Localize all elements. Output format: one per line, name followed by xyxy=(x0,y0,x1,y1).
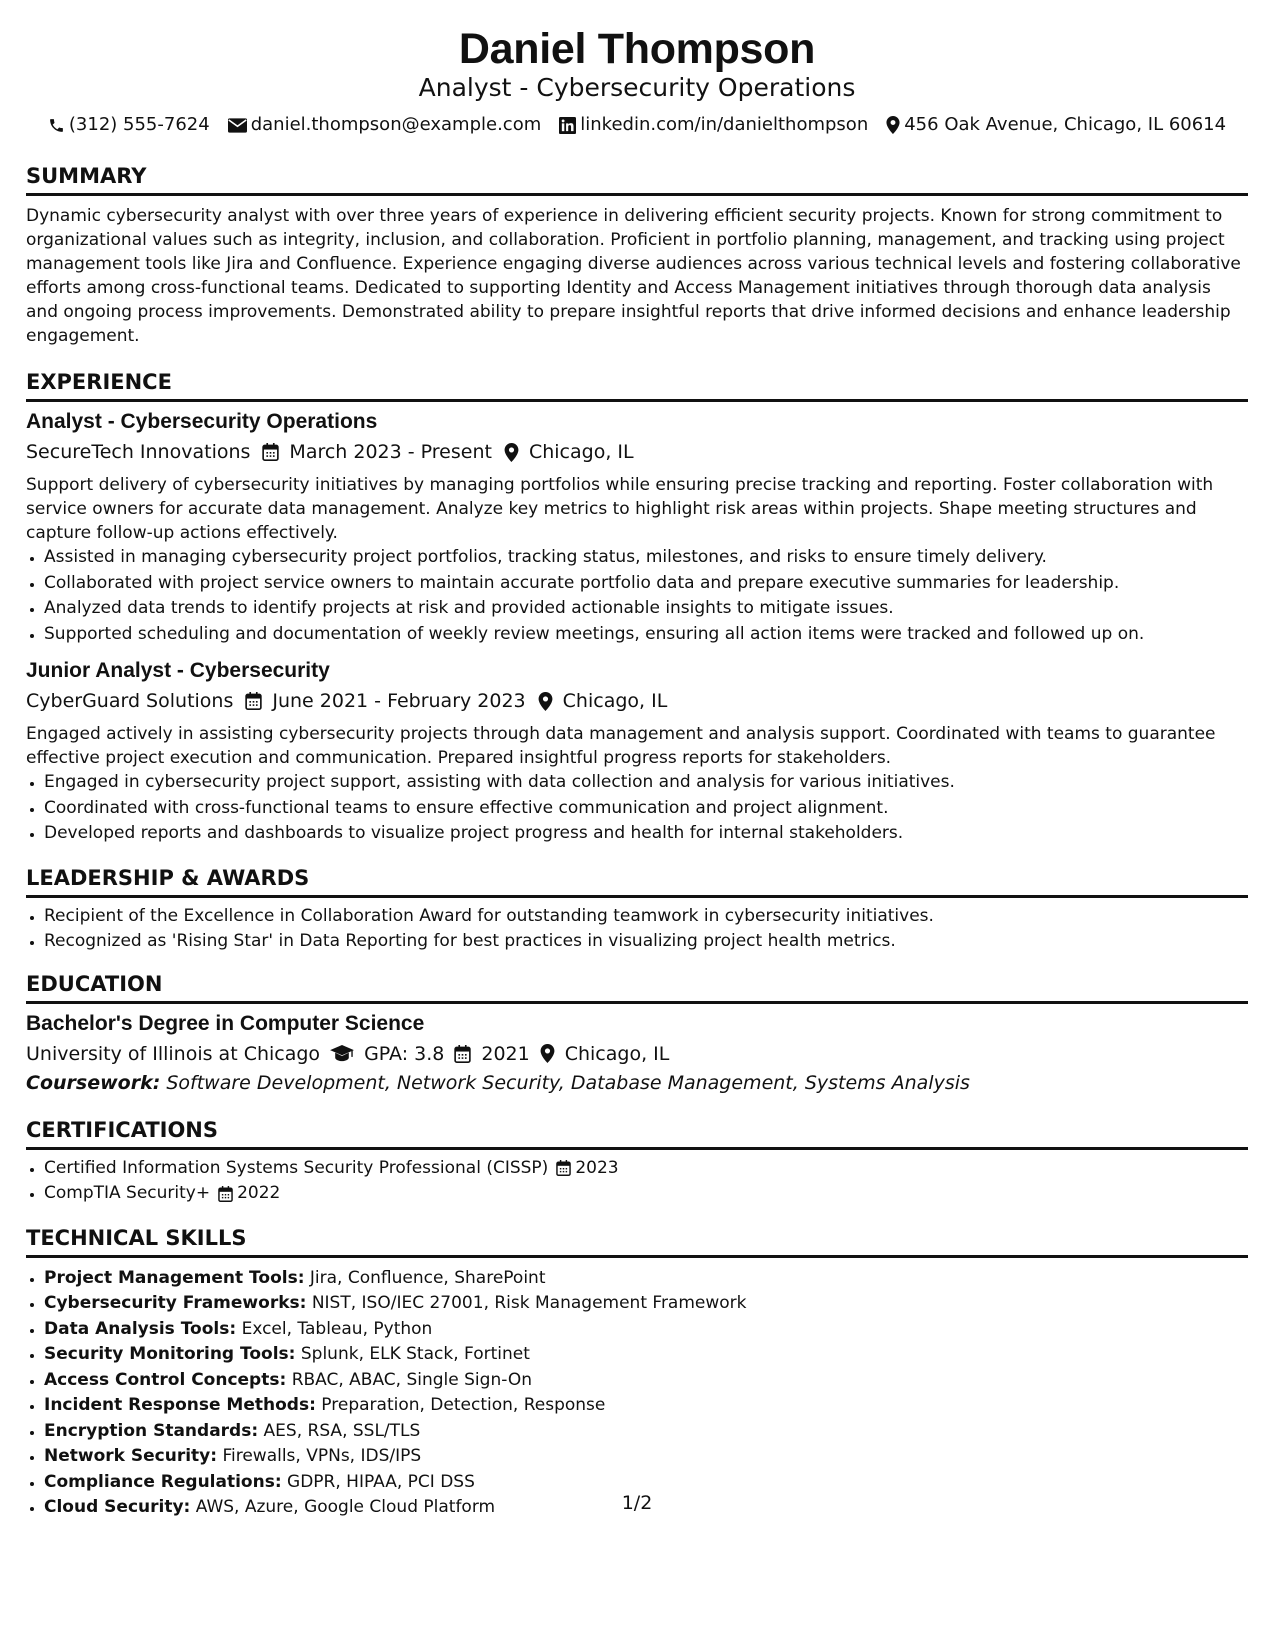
skill-label: Compliance Regulations: xyxy=(44,1471,282,1492)
list-item xyxy=(44,1266,1248,1292)
contact-address xyxy=(886,113,1226,137)
skill-label: Access Control Concepts: xyxy=(44,1369,287,1390)
list-item: • Recognized as 'Rising Star' in Data Reporting for best practices in visualizing project health metrics. xyxy=(44,929,1248,955)
candidate-title: Analyst - Cybersecurity Operations xyxy=(418,73,856,102)
job-company: SecureTech Innovations xyxy=(26,441,251,463)
calendar-icon xyxy=(262,443,279,461)
list-item xyxy=(44,1317,1248,1343)
leadership-list xyxy=(26,904,1248,955)
list-item xyxy=(44,1291,1248,1317)
summary-heading: SUMMARY xyxy=(26,163,1248,196)
job-title: Junior Analyst - Cybersecurity xyxy=(26,659,330,682)
job-title: Analyst - Cybersecurity Operations xyxy=(26,410,378,433)
education-meta xyxy=(26,1041,1248,1067)
job-meta xyxy=(26,439,1248,465)
job-meta xyxy=(26,688,1248,714)
gpa: GPA: 3.8 xyxy=(364,1042,445,1065)
list-item: • Analyzed data trends to identify projects at risk and provided actionable insights to mitigate issues. xyxy=(44,596,1248,622)
map-pin-icon xyxy=(538,692,553,711)
skill-value: Splunk, ELK Stack, Fortinet xyxy=(300,1344,530,1364)
list-item xyxy=(44,1342,1248,1368)
list-item: • Collaborated with project service owners to maintain accurate portfolio data and prepare executive summaries for leadership. xyxy=(44,571,1248,597)
skill-label: Data Analysis Tools: xyxy=(44,1318,237,1339)
skill-label: Encryption Standards: xyxy=(44,1420,259,1441)
list-item: • Recipient of the Excellence in Collaboration Award for outstanding teamwork in cybersecurity initiatives. xyxy=(44,904,1248,930)
skill-label: Security Monitoring Tools: xyxy=(44,1344,296,1364)
address-text: 456 Oak Avenue, Chicago, IL 60614 xyxy=(904,114,1227,135)
calendar-icon xyxy=(218,1186,233,1202)
email-text: daniel.thompson@example.com xyxy=(250,114,542,135)
graduation-year: 2021 xyxy=(481,1042,530,1065)
cert-year: 2022 xyxy=(237,1183,281,1203)
list-item: • Developed reports and dashboards to visualize project progress and health for internal stakeholders. xyxy=(44,821,1248,847)
contact-phone xyxy=(48,113,210,137)
linkedin-text: linkedin.com/in/danielthompson xyxy=(580,114,869,135)
phone-icon xyxy=(48,117,65,134)
certifications-list xyxy=(26,1156,1248,1207)
skill-label: Cloud Security: xyxy=(44,1497,191,1517)
contact-linkedin[interactable] xyxy=(559,113,868,137)
skills-heading: TECHNICAL SKILLS xyxy=(26,1225,1248,1258)
skill-value: NIST, ISO/IEC 27001, Risk Management Framework xyxy=(311,1293,747,1313)
list-item: • Assisted in managing cybersecurity project portfolios, tracking status, milestones, and risks to ensure timely delivery. xyxy=(44,545,1248,571)
degree-title: Bachelor's Degree in Computer Science xyxy=(26,1011,425,1035)
list-item: • Coordinated with cross-functional teams to ensure effective communication and project alignment. xyxy=(44,796,1248,822)
cert-year: 2023 xyxy=(575,1157,619,1178)
linkedin-icon xyxy=(559,117,576,134)
cert-name: • CompTIA Security+ xyxy=(44,1183,211,1203)
skill-value: Firewalls, VPNs, IDS/IPS xyxy=(222,1446,422,1466)
resume-page xyxy=(26,0,1248,1521)
leadership-heading: LEADERSHIP & AWARDS xyxy=(26,865,1248,898)
candidate-name: Daniel Thompson xyxy=(458,25,816,73)
coursework-label: Coursework: xyxy=(26,1071,161,1094)
skill-value: AWS, Azure, Google Cloud Platform xyxy=(195,1497,496,1517)
skill-label: Project Management Tools: xyxy=(44,1267,305,1288)
job-description: Support delivery of cybersecurity initiatives by managing portfolios while ensuring precise tracking and reporting. Foster collaboration with service owners for accurate data management. Analyze key metrics to highlight risk areas within projects. Shape meeting structures and capture follow-up actions effectively. xyxy=(26,475,1214,543)
skill-value: Excel, Tableau, Python xyxy=(241,1318,433,1339)
list-item xyxy=(44,1368,1248,1394)
map-pin-icon xyxy=(504,443,519,462)
coursework xyxy=(26,1069,1248,1097)
list-item: • Supported scheduling and documentation of weekly review meetings, ensuring all action items were tracked and followed up on. xyxy=(44,622,1248,648)
list-item xyxy=(44,1419,1248,1445)
graduation-cap-icon xyxy=(330,1045,354,1062)
cert-name: • Certified Information Systems Security Professional (CISSP) xyxy=(44,1157,549,1178)
map-pin-icon xyxy=(540,1044,555,1063)
job-location: Chicago, IL xyxy=(562,690,668,712)
education-heading: EDUCATION xyxy=(26,971,1248,1004)
page-number: 1/2 xyxy=(621,1492,653,1514)
list-item: • Engaged in cybersecurity project support, assisting with data collection and analysis for various initiatives. xyxy=(44,770,1248,796)
job-company: CyberGuard Solutions xyxy=(26,690,234,712)
calendar-icon xyxy=(245,692,262,710)
job-bullets xyxy=(26,545,1248,647)
list-item xyxy=(44,1444,1248,1470)
phone-text: (312) 555-7624 xyxy=(68,114,210,135)
skill-label: Cybersecurity Frameworks: xyxy=(44,1293,307,1313)
contact-email[interactable] xyxy=(228,113,542,137)
skill-value: RBAC, ABAC, Single Sign-On xyxy=(291,1369,532,1390)
contact-bar xyxy=(26,113,1248,137)
list-item xyxy=(44,1181,1248,1207)
job-entry xyxy=(26,408,1248,647)
school-name: University of Illinois at Chicago xyxy=(26,1042,321,1065)
skill-value: Preparation, Detection, Response xyxy=(321,1395,606,1415)
calendar-icon xyxy=(556,1160,571,1176)
list-item xyxy=(44,1156,1248,1182)
skill-value: Jira, Confluence, SharePoint xyxy=(309,1267,546,1288)
skill-label: Network Security: xyxy=(44,1446,218,1466)
calendar-icon xyxy=(454,1045,471,1063)
skills-list xyxy=(26,1266,1248,1521)
skill-value: AES, RSA, SSL/TLS xyxy=(263,1420,421,1441)
summary-text: Dynamic cybersecurity analyst with over three years of experience in delivering efficient security projects. Known for strong commitment to organizational values such as integrity, inclusion, and collaboration. Proficient in portfolio planning, management, and tracking using project management tools like Jira and Confluence. Experience engaging diverse audiences across various technical levels and fostering collaborative efforts among cross-functional teams. Dedicated to supporting Identity and Access Management initiatives through thorough data analysis and ongoing process improvements. Demonstrated ability to prepare insightful reports that drive informed decisions and enhance leadership engagement. xyxy=(26,206,1241,346)
skill-label: Incident Response Methods: xyxy=(44,1395,316,1415)
certifications-heading: CERTIFICATIONS xyxy=(26,1117,1248,1150)
skill-value: GDPR, HIPAA, PCI DSS xyxy=(287,1471,475,1492)
map-pin-icon xyxy=(886,116,900,134)
job-location: Chicago, IL xyxy=(528,441,634,463)
envelope-icon xyxy=(228,118,247,133)
job-dates: June 2021 - February 2023 xyxy=(272,690,526,712)
job-dates: March 2023 - Present xyxy=(289,441,492,463)
job-entry xyxy=(26,657,1248,847)
coursework-list: Software Development, Network Security, Database Management, Systems Analysis xyxy=(166,1071,970,1094)
experience-heading: EXPERIENCE xyxy=(26,369,1248,402)
job-bullets xyxy=(26,770,1248,847)
education-location: Chicago, IL xyxy=(564,1042,670,1065)
list-item xyxy=(44,1393,1248,1419)
job-description: Engaged actively in assisting cybersecurity projects through data management and analysis support. Coordinated with teams to guarantee effective project execution and communication. Prepared insightful progress reports for stakeholders. xyxy=(26,724,1216,768)
